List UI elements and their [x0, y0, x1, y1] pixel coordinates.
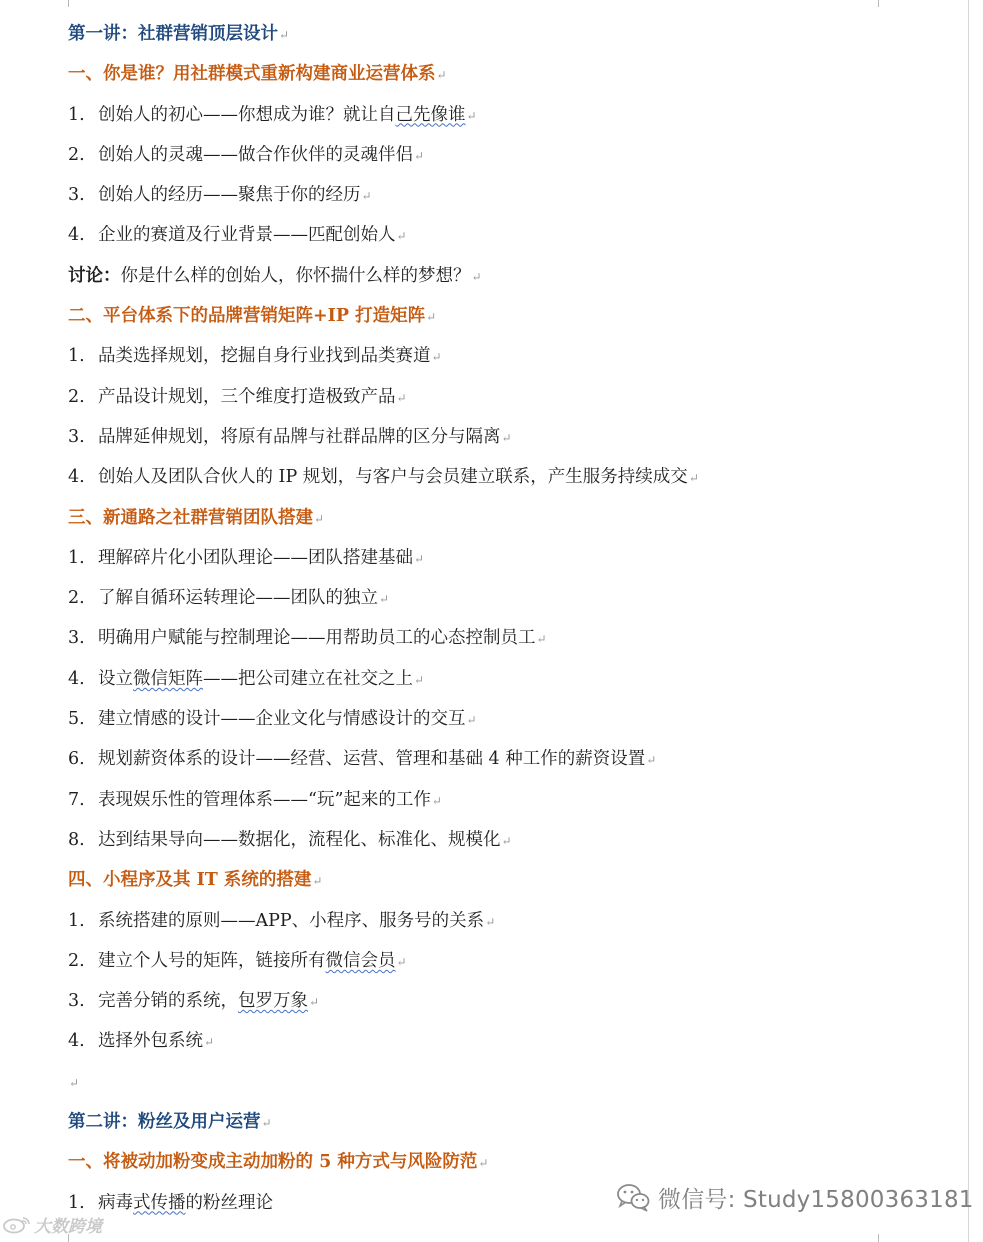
paragraph-mark: ↵ — [279, 28, 290, 42]
line-text: 了解自循环运转理论——团队的独立 — [98, 588, 378, 609]
list-number: 1. — [68, 1192, 85, 1213]
list-item — [68, 465, 948, 505]
paragraph-mark: ↵ — [396, 954, 407, 969]
spellcheck-underline: 己先像谁 — [395, 104, 466, 125]
document-body[interactable] — [68, 22, 948, 1231]
paragraph-mark: ↵ — [314, 511, 325, 526]
line-text: 建立个人号的矩阵，链接所有微信会员 — [98, 950, 396, 971]
list-number: 3. — [68, 185, 85, 206]
line-text: 创始人的初心——你想成为谁？就让自己先像谁 — [98, 104, 466, 125]
line-text: 二、平台体系下的品牌营销矩阵+IP 打造矩阵 — [68, 306, 426, 327]
paragraph-mark: ↵ — [414, 148, 425, 163]
list-number: 4. — [68, 668, 85, 689]
paragraph-mark: ↵ — [485, 914, 496, 929]
list-number: 6. — [68, 749, 85, 770]
discussion-label: 讨论： — [68, 265, 121, 286]
line-text: 建立情感的设计——企业文化与情感设计的交互 — [98, 709, 466, 730]
list-item — [68, 747, 948, 787]
list-item — [68, 103, 948, 143]
paragraph-mark: ↵ — [646, 753, 657, 768]
spellcheck-underline: 微信会员 — [325, 950, 396, 971]
wechat-watermark — [616, 1180, 974, 1214]
page-corner-mark — [878, 1234, 907, 1242]
paragraph-mark: ↵ — [361, 189, 372, 204]
section-heading — [68, 304, 948, 344]
line-text: 病毒式传播的粉丝理论 — [98, 1192, 273, 1213]
list-number: 3. — [68, 628, 85, 649]
list-item — [68, 546, 948, 586]
list-item — [68, 223, 948, 263]
list-item — [68, 788, 948, 828]
line-text: 表现娱乐性的管理体系——“玩”起来的工作 — [98, 789, 431, 810]
paragraph-mark: ↵ — [688, 471, 699, 486]
paragraph-mark: ↵ — [431, 793, 442, 808]
paragraph-mark: ↵ — [204, 1035, 215, 1050]
spellcheck-underline: 包罗万象 — [238, 991, 308, 1012]
discussion-line — [68, 264, 948, 304]
paragraph-mark: ↵ — [466, 713, 477, 728]
list-item — [68, 707, 948, 747]
line-text: 系统搭建的原则——APP、小程序、服务号的关系 — [98, 910, 485, 931]
list-number: 1. — [68, 346, 85, 367]
list-number: 4. — [68, 467, 85, 488]
section-heading — [68, 62, 948, 102]
list-item — [68, 1029, 948, 1069]
paragraph-mark: ↵ — [501, 833, 512, 848]
list-number: 1. — [68, 910, 85, 931]
list-number: 5. — [68, 709, 85, 730]
line-text: 一、将被动加粉变成主动加粉的 5 种方式与风险防范 — [68, 1152, 478, 1173]
line-text: 达到结果导向——数据化，流程化、标准化、规模化 — [98, 829, 501, 850]
list-number: 1. — [68, 547, 85, 568]
section-heading — [68, 506, 948, 546]
spellcheck-underline: 微信矩阵 — [133, 668, 203, 689]
paragraph-mark: ↵ — [426, 310, 437, 325]
line-text: 创始人及团队合伙人的 IP 规划，与客户与会员建立联系，产生服务持续成交 — [98, 467, 688, 488]
lecture-heading — [68, 1110, 948, 1150]
paragraph-mark: ↵ — [436, 68, 447, 83]
list-item — [68, 344, 948, 384]
list-item — [68, 667, 948, 707]
list-number: 4. — [68, 1031, 85, 1052]
line-text: 品牌延伸规划，将原有品牌与社群品牌的区分与隔离 — [98, 426, 501, 447]
page-edge — [968, 0, 969, 1242]
paragraph-mark: ↵ — [478, 1156, 489, 1171]
paragraph-mark: ↵ — [536, 632, 547, 647]
paragraph-mark: ↵ — [414, 551, 425, 566]
line-text: 完善分销的系统，包罗万象 — [98, 991, 308, 1012]
line-text: 四、小程序及其 IT 系统的搭建 — [68, 870, 312, 891]
list-item — [68, 626, 948, 666]
list-number: 2. — [68, 144, 85, 165]
list-number: 1. — [68, 104, 85, 125]
line-text: 你是什么样的创始人，你怀揣什么样的梦想？ — [120, 265, 471, 286]
empty-paragraph — [68, 1070, 948, 1110]
line-text: 品类选择规划，挖掘自身行业找到品类赛道 — [98, 346, 431, 367]
list-number: 7. — [68, 789, 85, 810]
line-text: 设立微信矩阵——把公司建立在社交之上 — [98, 668, 413, 689]
line-text: 企业的赛道及行业背景——匹配创始人 — [98, 225, 396, 246]
line-text: 第一讲：社群营销顶层设计 — [68, 24, 278, 44]
paragraph-mark: ↵ — [396, 229, 407, 244]
list-item — [68, 828, 948, 868]
weibo-watermark — [2, 1212, 102, 1236]
paragraph-mark: ↵ — [309, 995, 320, 1010]
paragraph-mark: ↵ — [396, 390, 407, 405]
paragraph-mark: ↵ — [379, 592, 390, 607]
list-number: 3. — [68, 991, 85, 1012]
line-text: 选择外包系统 — [98, 1031, 203, 1052]
paragraph-mark: ↵ — [501, 430, 512, 445]
list-number: 2. — [68, 588, 85, 609]
page-corner-mark — [40, 0, 69, 7]
paragraph-mark: ↵ — [471, 269, 482, 284]
wechat-id-text: 微信号: Study15800363181 — [658, 1186, 974, 1213]
list-number: 2. — [68, 386, 85, 407]
list-item — [68, 183, 948, 223]
paragraph-mark: ↵ — [466, 108, 477, 123]
list-number: 4. — [68, 225, 85, 246]
line-text: 规划薪资体系的设计——经营、运营、管理和基础 4 种工作的薪资设置 — [98, 749, 646, 770]
paragraph-mark: ↵ — [69, 1075, 80, 1090]
line-text: 创始人的灵魂——做合作伙伴的灵魂伴侣 — [98, 144, 413, 165]
list-number: 8. — [68, 829, 85, 850]
line-text: 产品设计规划，三个维度打造极致产品 — [98, 386, 396, 407]
line-text: 理解碎片化小团队理论——团队搭建基础 — [98, 547, 413, 568]
list-item — [68, 586, 948, 626]
lecture-heading — [68, 22, 948, 62]
list-number: 2. — [68, 950, 85, 971]
list-item — [68, 143, 948, 183]
line-text: 明确用户赋能与控制理论——用帮助员工的心态控制员工 — [98, 628, 536, 649]
list-item — [68, 425, 948, 465]
line-text: 三、新通路之社群营销团队搭建 — [68, 507, 313, 528]
section-heading — [68, 868, 948, 908]
paragraph-mark: ↵ — [312, 874, 323, 889]
spellcheck-underline: 式传播 — [133, 1192, 186, 1213]
list-number: 3. — [68, 426, 85, 447]
paragraph-mark: ↵ — [431, 350, 442, 365]
line-text: 创始人的经历——聚焦于你的经历 — [98, 185, 361, 206]
paragraph-mark: ↵ — [261, 1116, 272, 1131]
list-item — [68, 385, 948, 425]
line-text: 第二讲：粉丝及用户运营 — [68, 1112, 261, 1133]
weibo-icon — [2, 1214, 32, 1234]
weibo-watermark-text: 大数跨境 — [34, 1216, 102, 1237]
page-corner-mark — [878, 0, 907, 7]
list-item — [68, 949, 948, 989]
list-item — [68, 989, 948, 1029]
wechat-icon — [616, 1182, 650, 1212]
list-item — [68, 909, 948, 949]
paragraph-mark: ↵ — [414, 672, 425, 687]
line-text: 一、你是谁？用社群模式重新构建商业运营体系 — [68, 64, 436, 85]
